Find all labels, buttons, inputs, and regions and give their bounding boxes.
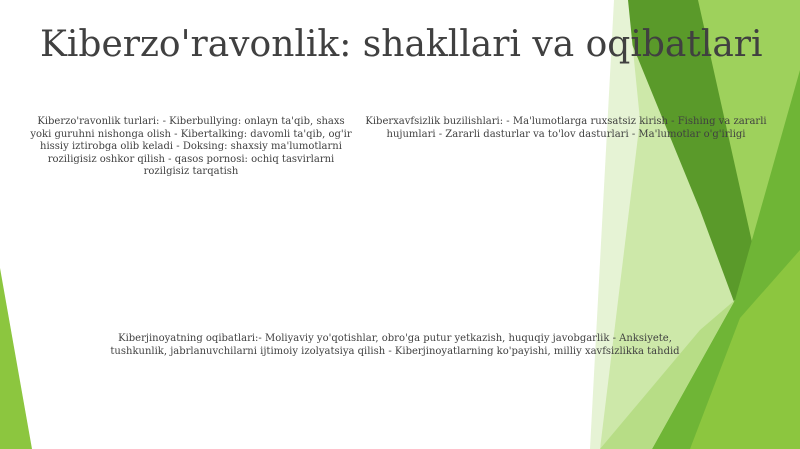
- slide-title: Kiberzo'ravonlik: shakllari va oqibatlari: [40, 24, 763, 65]
- text-block-consequences: Kiberjinoyatning oqibatlari:- Moliyaviy yo'qotishlar, obro'ga putur yetkazish, huquqiy javobgarlik - Anksiyete, tushkunlik, jabrlanuvchilarni ijtimoiy izolyatsiya qilish - Kiberjinoyatlarning ko'payishi, milliy xavfsizlikka tahdid: [110, 333, 680, 357]
- text-block-types: Kiberzo'ravonlik turlari: - Kiberbullying: onlayn ta'qib, shaxs yoki guruhni nishonga olish - Kibertalking: davomli ta'qib, og'ir hissiy iztirobga olib keladi - Doksing: shaxsiy ma'lumotlarni roziligisiz oshkor qilish - qasos pornosi: ochiq tasvirlarni rozilgisiz tarqatish: [30, 116, 352, 177]
- left-corner-shape: [0, 268, 32, 449]
- text-block-security: Kiberxavfsizlik buzilishlari: - Ma'lumotlarga ruxsatsiz kirish - Fishing va zararli hujumlari - Zararli dasturlar va to'lov dasturlari - Ma'lumotlar o'g'irligi: [365, 116, 767, 140]
